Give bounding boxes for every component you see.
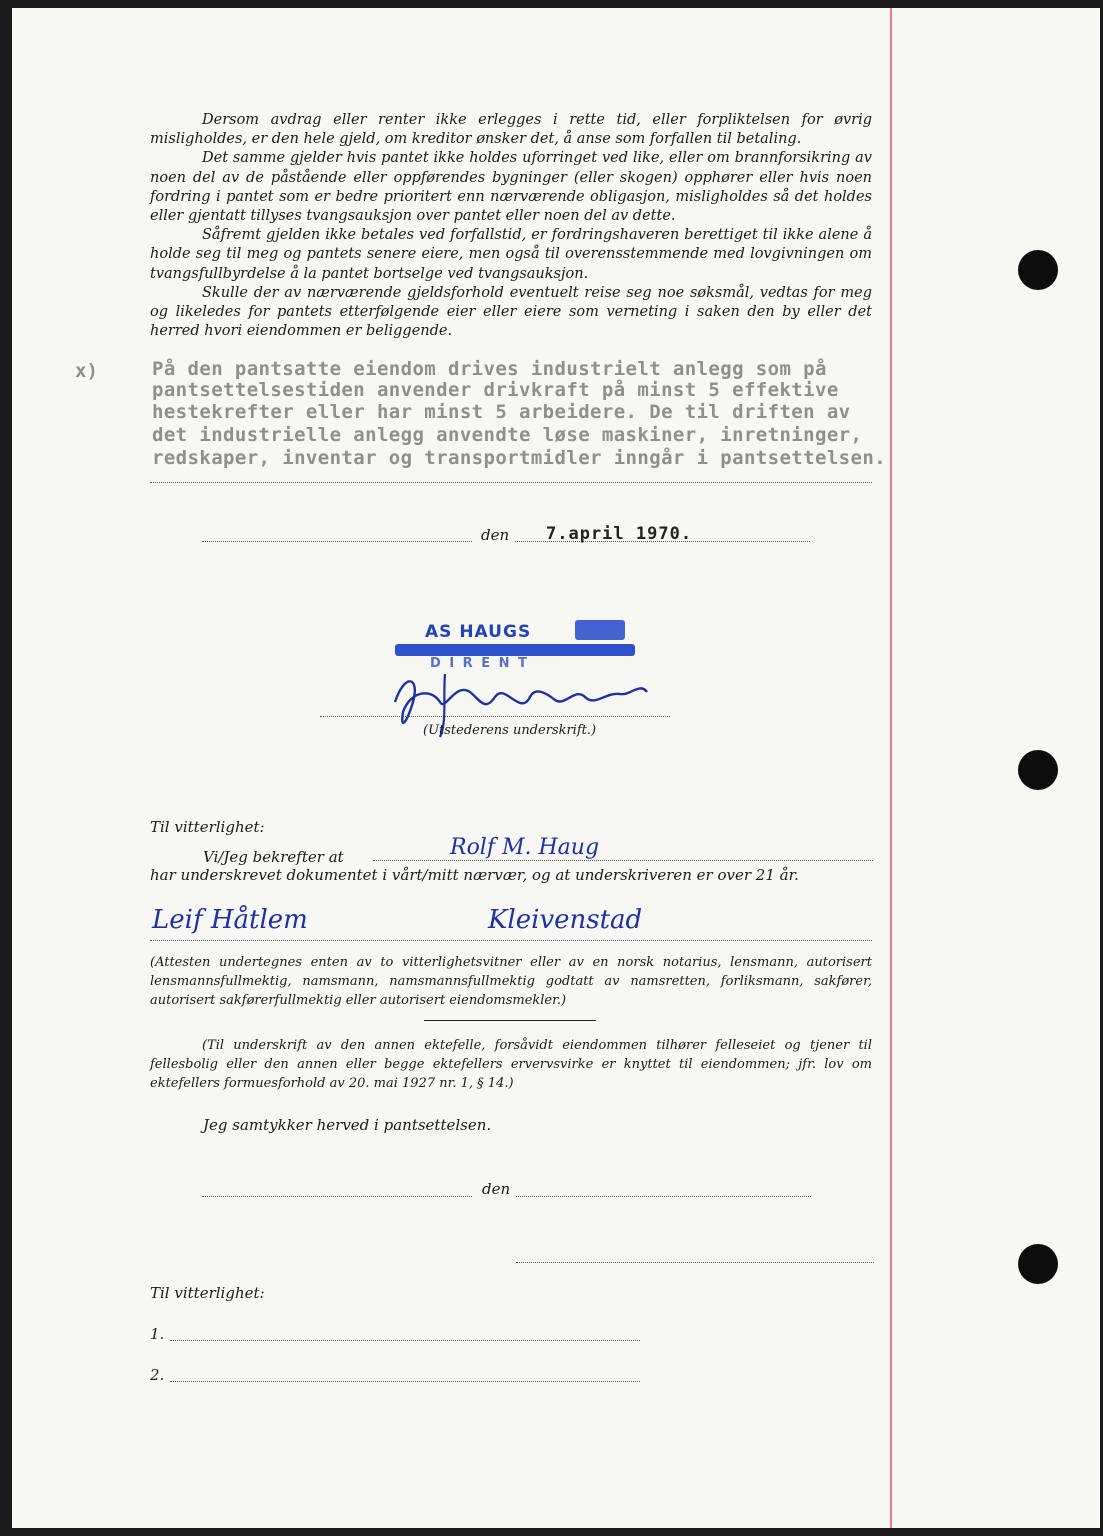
stamp-sub: D I R E N T <box>430 656 529 671</box>
confirm-text: har underskrevet dokumentet i vårt/mitt nærvær, og at underskriveren er over 21 år. <box>150 866 799 884</box>
terms-paragraph: Skulle der av nærværende gjeldsforhold eventuelt reise seg noe søksmål, vedtas for meg og likeledes for pantets etterfølgende eier eller eiere som verneting i saken den by eller det herred hvori eiendommen er beliggende. <box>150 284 872 340</box>
stamp-block <box>575 620 625 640</box>
witness-sign-line <box>150 940 872 941</box>
witness-line-2-label: 2. <box>150 1366 165 1384</box>
den-label: den <box>481 526 510 544</box>
name-line <box>373 860 873 861</box>
confirmed-name: Rolf M. Haug <box>450 835 600 860</box>
typed-line: redskaper, inventar og transportmidler inngår i pantsettelsen. <box>152 447 887 469</box>
place-line <box>202 541 472 542</box>
punch-hole <box>1018 1244 1058 1284</box>
signature-line <box>320 716 670 717</box>
confirm-label: Vi/Jeg bekrefter at <box>203 848 344 866</box>
date-line-2 <box>516 1196 811 1197</box>
witness-1-signature: Leif Håtlem <box>152 905 308 935</box>
den-label-2: den <box>482 1180 511 1198</box>
witness-line-1 <box>170 1340 640 1341</box>
witness-heading: Til vitterlighet: <box>150 818 265 836</box>
section-divider <box>424 1020 596 1021</box>
stamp-bar <box>395 644 635 656</box>
signature-caption: (Utstederens underskrift.) <box>423 723 597 738</box>
witness-line-2 <box>170 1381 640 1382</box>
terms-paragraph: Dersom avdrag eller renter ikke erlegges i rette tid, eller forpliktelsen for øvrig misligholdes, er den hele gjeld, om kreditor ønsker det, å anse som forfallen til betaling. <box>150 112 872 148</box>
typed-line: hestekrefter eller har minst 5 arbeidere. De til driften av <box>152 401 851 423</box>
date-value: 7.april 1970. <box>546 524 693 544</box>
spouse-note: (Til underskrift av den annen ektefelle, forsåvidt eiendommen tilhører felleseiet og tjener til fellesbolig eller den annen eller begge ektefellers ervervsvirke er knyttet til eiendommen; jfr. lov om ektefellers formuesforhold av 20. mai 1927 nr. 1, § 14.) <box>150 1038 872 1091</box>
stamp-company: AS HAUGS <box>425 622 532 642</box>
witness-line-1-label: 1. <box>150 1325 165 1343</box>
terms-paragraph: Det samme gjelder hvis pantet ikke holdes uforringet ved like, eller om brannforsikring av noen del av de påstående eller oppførendes bygninger (eller skogen) opphører eller hvis noen fordring i pantet som er bedre prioritert enn nærværende obligasjon, misligholdes så det holdes eller gjentatt tillyses tvangsauksjon over pantet eller noen del av dette. <box>150 150 872 225</box>
typed-line: På den pantsatte eiendom drives industrielt anlegg som på <box>152 358 827 380</box>
dotted-line <box>150 482 872 483</box>
clause-marker: x) <box>75 360 98 382</box>
witness-heading-2: Til vitterlighet: <box>150 1284 265 1302</box>
terms-paragraph: Såfremt gjelden ikke betales ved forfallstid, er fordringshaveren berettiget til ikke alene å holde seg til meg og pantets senere eiere, men også til overensstemmende med lovgivningen om tvangsfullbyrdelse å la pantet bortselge ved tvangsauksjon. <box>150 227 872 282</box>
terms-text <box>150 111 872 341</box>
attest-note: (Attesten undertegnes enten av to vitterlighetsvitner eller av en norsk notarius, lensmann, autorisert lensmannsfullmektig, namsmann, namsmannsfullmektig godtatt av namsretten, forliksmann, sakfører, autorisert sakførerfullmektig eller autorisert eiendomsmekler.) <box>150 955 872 1008</box>
spouse-sign-line <box>516 1262 874 1263</box>
consent-text: Jeg samtykker herved i pantsettelsen. <box>203 1116 492 1134</box>
place-line-2 <box>202 1196 472 1197</box>
typed-line: det industrielle anlegg anvendte løse maskiner, inretninger, <box>152 424 863 446</box>
punch-hole <box>1018 250 1058 290</box>
punch-hole <box>1018 750 1058 790</box>
margin-line <box>890 8 892 1528</box>
witness-2-signature: Kleivenstad <box>488 905 643 935</box>
typed-line: pantsettelsestiden anvender drivkraft på minst 5 effektive <box>152 379 839 401</box>
